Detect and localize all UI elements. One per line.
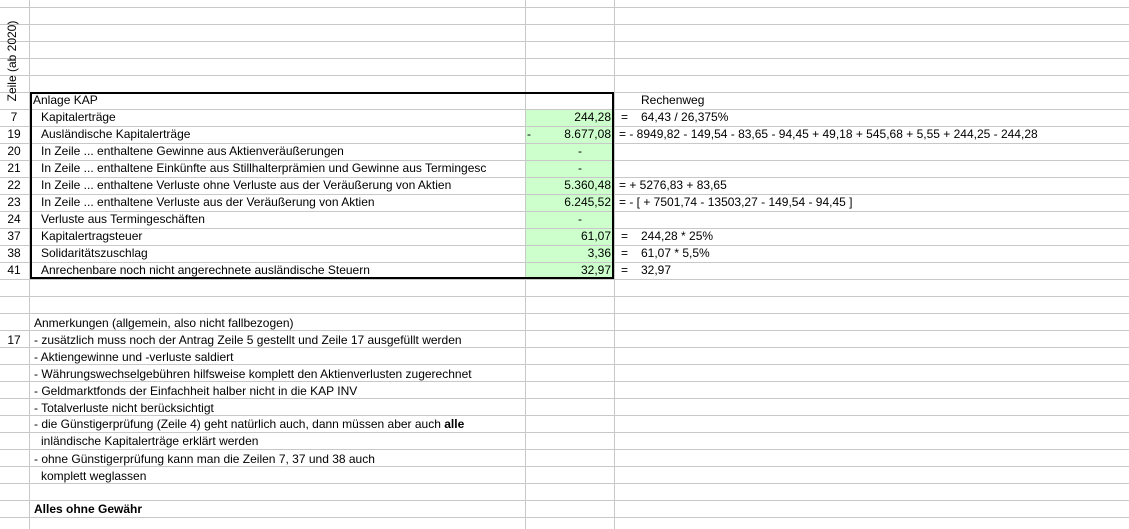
row-value[interactable]: 61,07 bbox=[580, 229, 611, 243]
grid-row-line bbox=[0, 41, 1129, 42]
row-value[interactable]: 3,36 bbox=[587, 246, 611, 260]
col-divider-c bbox=[614, 0, 615, 529]
row-label[interactable]: Solidaritätszuschlag bbox=[41, 246, 148, 260]
row-number[interactable]: 21 bbox=[7, 161, 21, 175]
note-item[interactable]: - Aktiengewinne und -verluste saldiert bbox=[34, 350, 234, 364]
calc-formula[interactable]: 32,97 bbox=[641, 263, 672, 277]
calc-formula[interactable]: = - [ + 7501,74 - 13503,27 - 149,54 - 94,45 ] bbox=[619, 195, 853, 209]
row-value[interactable]: 6.245,52 bbox=[564, 195, 611, 209]
value-sign[interactable]: - bbox=[527, 127, 531, 141]
row-number[interactable]: 19 bbox=[7, 127, 21, 141]
note-item[interactable]: - zusätzlich muss noch der Antrag Zeile 5 gestellt und Zeile 17 ausgefüllt werden bbox=[34, 333, 462, 347]
equals-sign[interactable]: = bbox=[621, 229, 629, 243]
note-ohne-line1[interactable]: - ohne Günstigerprüfung kann man die Zeilen 7, 37 und 38 auch bbox=[34, 452, 375, 466]
notes-title[interactable]: Anmerkungen (allgemein, also nicht fallbezogen) bbox=[34, 316, 294, 330]
grid-row-line bbox=[0, 7, 1129, 8]
row-label[interactable]: Kapitalertragsteuer bbox=[41, 229, 143, 243]
calc-formula[interactable]: = + 5276,83 + 83,65 bbox=[619, 178, 727, 192]
equals-sign[interactable]: = bbox=[621, 263, 629, 277]
note-item[interactable]: - Währungswechselgebühren hilfsweise komplett den Aktienverlusten zugerechnet bbox=[34, 367, 472, 381]
calc-header[interactable]: Rechenweg bbox=[641, 93, 705, 107]
row-value[interactable]: - bbox=[578, 212, 582, 226]
row-number[interactable]: 20 bbox=[7, 144, 21, 158]
note-guenstiger-line2[interactable]: inländische Kapitalerträge erklärt werden bbox=[41, 434, 259, 448]
row-number[interactable]: 23 bbox=[7, 195, 21, 209]
note-row-number[interactable]: 17 bbox=[7, 333, 21, 347]
row-number[interactable]: 38 bbox=[7, 246, 21, 260]
vertical-caption: Zeile (ab 2020) bbox=[5, 20, 19, 102]
row-value[interactable]: - bbox=[578, 144, 582, 158]
row-label[interactable]: In Zeile ... enthaltene Gewinne aus Aktienveräußerungen bbox=[41, 144, 344, 158]
row-number[interactable]: 37 bbox=[7, 229, 21, 243]
row-value[interactable]: 244,28 bbox=[574, 110, 611, 124]
grid-row-line bbox=[0, 24, 1129, 25]
row-label[interactable]: In Zeile ... enthaltene Verluste aus der Veräußerung von Aktien bbox=[41, 195, 375, 209]
calc-formula[interactable]: 61,07 * 5,5% bbox=[641, 246, 710, 260]
note-ohne-line2[interactable]: komplett weglassen bbox=[41, 469, 147, 483]
row-number[interactable]: 41 bbox=[7, 263, 21, 277]
note-guenstiger-text: - die Günstigerprüfung (Zeile 4) geht natürlich auch, dann müssen aber auch bbox=[34, 417, 445, 431]
row-value[interactable]: 5.360,48 bbox=[564, 178, 611, 192]
note-item[interactable]: - Geldmarktfonds der Einfachheit halber nicht in die KAP INV bbox=[34, 384, 358, 398]
row-label[interactable]: Anrechenbare noch nicht angerechnete ausländische Steuern bbox=[41, 263, 370, 277]
row-number[interactable]: 7 bbox=[10, 110, 18, 124]
row-value[interactable]: 32,97 bbox=[580, 263, 611, 277]
row-label[interactable]: Verluste aus Termingeschäften bbox=[41, 212, 205, 226]
grid-row-line bbox=[0, 296, 1129, 297]
calc-formula[interactable]: = - 8949,82 - 149,54 - 83,65 - 94,45 + 49,18 + 545,68 + 5,55 + 244,25 - 244,28 bbox=[619, 127, 1038, 141]
equals-sign[interactable]: = bbox=[621, 110, 629, 124]
calc-formula[interactable]: 244,28 * 25% bbox=[641, 229, 714, 243]
row-number[interactable]: 24 bbox=[7, 212, 21, 226]
grid-row-line bbox=[0, 279, 1129, 280]
disclaimer[interactable]: Alles ohne Gewähr bbox=[34, 502, 143, 516]
calc-formula[interactable]: 64,43 / 26,375% bbox=[641, 110, 729, 124]
section-title[interactable]: Anlage KAP bbox=[33, 93, 98, 107]
row-value[interactable]: 8.677,08 bbox=[564, 127, 611, 141]
equals-sign[interactable]: = bbox=[621, 246, 629, 260]
row-label[interactable]: In Zeile ... enthaltene Einkünfte aus Stillhalterprämien und Gewinne aus Termingesc bbox=[41, 161, 487, 175]
row-label[interactable]: Ausländische Kapitalerträge bbox=[41, 127, 191, 141]
row-number[interactable]: 22 bbox=[7, 178, 21, 192]
note-item[interactable]: - Totalverluste nicht berücksichtigt bbox=[34, 401, 214, 415]
grid-row-line bbox=[0, 58, 1129, 59]
row-label[interactable]: Kapitalerträge bbox=[41, 110, 116, 124]
note-guenstiger-line1[interactable] bbox=[34, 416, 524, 433]
row-label[interactable]: In Zeile ... enthaltene Verluste ohne Verluste aus der Veräußerung von Aktien bbox=[41, 178, 452, 192]
grid-row-line bbox=[0, 313, 1129, 314]
row-value[interactable]: - bbox=[578, 161, 582, 175]
grid-row-line bbox=[0, 75, 1129, 76]
note-guenstiger-bold: alle bbox=[444, 417, 465, 431]
